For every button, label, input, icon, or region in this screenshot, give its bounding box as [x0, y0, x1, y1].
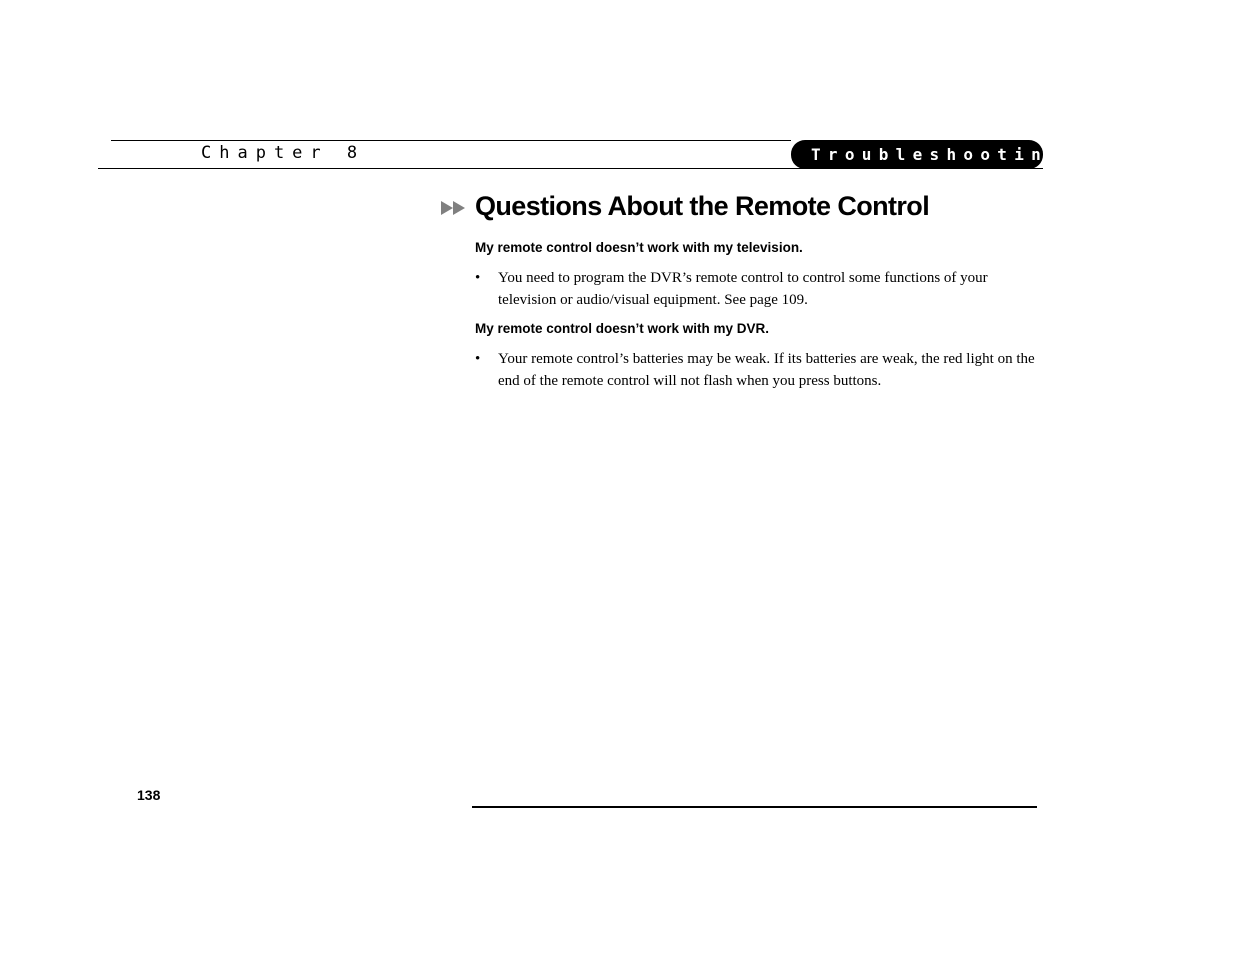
answer-text: You need to program the DVR’s remote control to control some functions of your television or audio/visual equipment. See page 109. — [498, 270, 988, 308]
question-heading: My remote control doesn’t work with my television. — [475, 240, 803, 255]
question-heading: My remote control doesn’t work with my DVR. — [475, 321, 770, 336]
chapter-label: Chapter 8 — [201, 143, 366, 163]
bullet-marker: • — [475, 351, 481, 367]
bullet-marker: • — [475, 270, 481, 286]
answer-text: Your remote control’s batteries may be weak. If its batteries are weak, the red light on the end of the remote control will not flash when you press buttons. — [498, 351, 1035, 389]
footer-rule — [472, 806, 1037, 808]
fast-forward-icon — [441, 200, 467, 216]
header-rule-bottom — [98, 168, 1043, 169]
section-tab: Troubleshooting — [791, 140, 1043, 169]
page-number: 138 — [137, 787, 161, 803]
page-title: Questions About the Remote Control — [475, 191, 930, 221]
header-rule-top — [111, 140, 791, 141]
